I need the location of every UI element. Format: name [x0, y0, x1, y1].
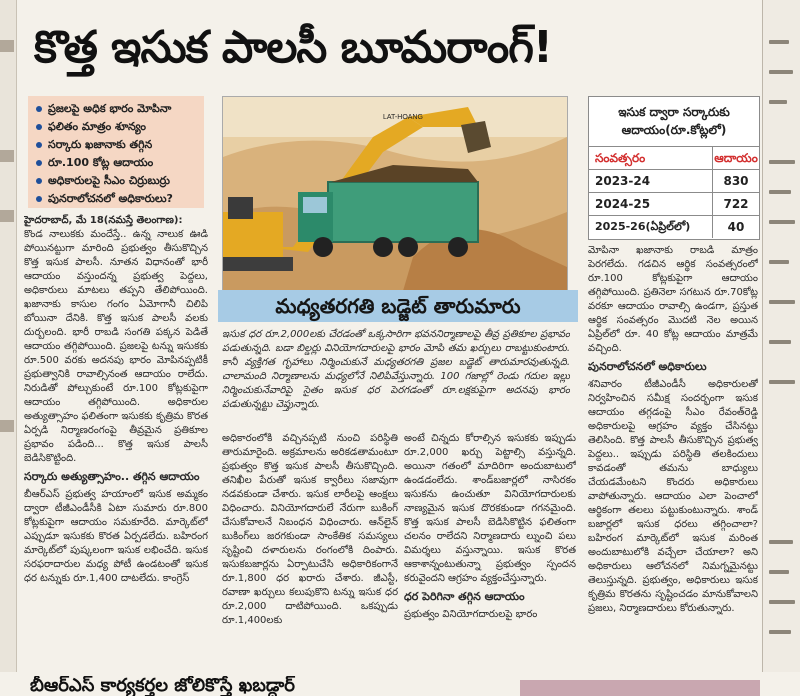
- table-row: [589, 216, 759, 238]
- adjacent-page-right-strip: [762, 0, 800, 696]
- article-column-3: [404, 432, 576, 670]
- article-paragraph: శనివారం టీజీఎండీసీ అధికారులతో నిర్వహించిన సమీక్ష సందర్భంగా ఇసుక ఆదాయం తగ్గడంపై సీఎం రేవంత్‌రెడ్డి అధికారులపై ఆగ్రహం వ్యక్తం చేసినట్టు తెలిసింది. కొత్త పాలసీ తీసుకొచ్చిన ప్రభుత్వ పెద్దలు.. ఇప్పుడు పరిస్థితి తలకిందులు కావడంతో తమను బాధ్యులు చేయడమేంటని కొందరు అధికారులు వాపోతున్నారు. ఆదాయం ఎలా పెంచాలో ఆర్థికంగా తలలు పట్టుకుంటున్నారు. శాండ్ బజార్లలో ఇసుక ధరలు తగ్గించాలా? బహిరంగ మార్కెట్‌లో ఇసుక మరింత అందుబాటులోకి వచ్చేలా చేయాలా? అని అధికారులు ఆలోచనలో నిమగ్నమైనట్టు తెలుస్తున్నది. ప్రభుత్వం, అధికారులు ఇసుక కృత్రిమ కొరతను సృష్టించడం మానుకోవాలని ప్రజలు, నిర్మాణదారులు కోరుతున్నారు.: [588, 379, 758, 614]
- article-paragraph: కొండ నాలుకకు మందేస్తే.. ఉన్న నాలుక ఊడి పోయినట్టుగా మారింది ప్రభుత్వం తీసుకొచ్చిన కొత్త ఇసుక పాలసీ. నూతన విధానంతో భారీ ఆదాయం వస్తుందన్న ప్రభుత్వ పెద్దలు, అధికారులు మాటలు తప్పని తేలిపోయింది. ఖజానాకు కాసుల గంగం ఏమోగానీ చిలిపి బోయినా దేనికి. కొత్త ఇసుక పాలసీ వలకు దుర్బలంది. భారీ రాబడి సంగతి పక్కన పెడితే ఆదాయం తగ్గిపోయింది. ప్రజలపై టన్ను ఇసుకకు రూ.500 వరకు అదనపు భారం మోపినప్పటికీ ప్రభుత్వానికి రావాల్సినంత ఆదాయం రాలేదు. నిరుడితో పోల్చుకుంటే రూ.100 కోట్లకుపైగా ఆదాయం తగ్గిపోయింది. అధికారుల అత్యుత్సాహం ఫలితంగా ఇసుకకు కృత్రిమ కొరత ఏర్పడి నిర్మాణరంగంపై తీవ్రమైన ప్రతికూల ప్రభావం పడింది... కొత్త ఇసుక పాలసీ బెడిసికొట్టింది.: [24, 229, 208, 464]
- section-heading: సర్కారు అత్యుత్సాహం.. తగ్గిన ఆదాయం: [24, 470, 200, 483]
- section-heading: పునరాలోచనలో అధికారులు: [588, 360, 707, 373]
- left-strip-fragment: [0, 420, 14, 432]
- excavator-truck-illustration: [223, 97, 567, 291]
- table-row: [589, 193, 759, 216]
- article-paragraph: ప్రభుత్వం వినియోగదారులపై భారం: [404, 609, 538, 620]
- left-strip-fragment: [0, 40, 14, 52]
- table-header-year: సంవత్సరం: [595, 151, 646, 165]
- revenue-table-title: [589, 97, 759, 147]
- table-cell-year: 2023-24: [595, 174, 651, 188]
- intro-paragraph: ఇసుక ధర రూ.2,000లకు చేరడంతో ఒక్కసారిగా భవననిర్మాణాలపై తీవ్ర ప్రతికూల ప్రభావం పడుతున్నది. బడా బిల్డర్లు వినియోగదారులపై భారం మోపి తమ ఖర్చులు రాబట్టుకుంటారు. కానీ వ్యక్తిగత గృహాలు నిర్మించుకునే మధ్యతరగతి ప్రజల బడ్జెట్ తారుమారవుతున్నది. చాలామంది నిర్మాణాలను మధ్యలోనే నిలిపివేస్తున్నారు. 100 గజాల్లో రెండు గదుల ఇల్లు నిర్మించుకునేవారిపై సైతం ఇసుక ధర పెరగడంతో రూ.లక్షకుపైగా అదనపు భారం పడుతున్నట్టు చెప్తున్నారు.: [222, 329, 570, 410]
- next-article-photo: [520, 680, 760, 696]
- article-paragraph: అంటే చిన్నదు కోరాల్సిన ఇసుకకు ఇప్పుడు రూ.2,000 ఖర్చు పెట్టాల్సి వస్తున్నది. అయినా గతంలో మాదిరిగా అందుబాటులో ఉండడంలేదు. శాండ్‌బజార్లలో నాసిరకం ఇసుకను ఉంచుతూ వినియోగదారులకు నాణ్యమైన ఇసుక దొరకకుండా గగనమైంది. కొత్త ఇసుక పాలసీ బెడిసికొట్టిన ఫలితంగా చలనం రాలేదని నిర్మాణదారు ల్నుంచి పలు విమర్శలు వస్తున్నాయి. ఇసుక కొరత ఆకాశాన్నంటుతున్నా ప్రభుత్వం స్పందన కరువైందని ఆగ్రహం వ్యక్తంచేస్తున్నారు.: [404, 433, 576, 584]
- dateline: హైదరాబాద్, మే 18(నమస్తే తెలంగాణ):: [24, 215, 183, 226]
- table-cell-income: 40: [712, 216, 759, 238]
- highlight-item: ప్రజలపై అధిక భారం మోపినా: [34, 100, 198, 118]
- article-column-1: [24, 214, 208, 670]
- table-title-line: ఇసుక ద్వారా సర్కారుకు: [618, 105, 730, 119]
- table-cell-year: 2024-25: [595, 197, 651, 211]
- intro-blurb: [222, 328, 570, 428]
- highlight-item: సర్కారు ఖజానాకు తగ్గిన: [34, 136, 198, 154]
- revenue-table: [588, 96, 760, 240]
- highlight-item: అధికారులపై సీఎం చిర్రుబుర్రు: [34, 172, 198, 190]
- headline: కొత్త ఇసుక పాలసీ బూమరాంగ్!: [34, 22, 552, 73]
- next-article-headline: బీఆర్ఎస్ కార్యకర్తల జోలికొస్తే ఖబడ్దార్: [30, 676, 295, 696]
- news-photo-excavator-truck: [222, 96, 568, 292]
- subheading: మధ్యతరగతి బడ్జెట్ తారుమారు: [218, 290, 578, 322]
- article-paragraph: అధికారంలోకి వచ్చినప్పటి నుంచి పరిస్థితి తారుమారైంది. అక్రమాలను అరికడతామంటూ ప్రభుత్వం కొత్త ఇసుక పాలసీ తీసుకొచ్చింది. తనిఖీల పేరుతో ఇసుక క్వారీలు సజావుగా నడవకుండా చేశారు. ఇసుక లారీలపై ఆంక్షలు విధించారు. వినియోగదారులే నేరుగా బుకింగ్ చేసుకోవాలనే నిబంధన విధించారు. ఆన్‌లైన్ బుకింగ్‌లు జరగకుండా సాంకేతిక సమస్యలు సృష్టించి దళారులను రంగంలోకి దింపారు. ఇసుకబజార్లను ఏర్పాటుచేసి అధికారికంగానే రూ.1,800 ధర ఖరారు చేశారు. జీఎస్టీ, రవాణా ఖర్చులు కలుపుకొని టన్ను ఇసుక ధర రూ.2,000 దాటిపోయింది. ఒకప్పుడు రూ.1,400లకు: [222, 433, 398, 626]
- excavator-brand-text: LAT-HOANG: [383, 114, 423, 121]
- article-column-4: [588, 244, 758, 670]
- table-cell-income: 830: [712, 170, 759, 192]
- table-title-line: ఆదాయం(రూ.కోట్లలో): [621, 123, 727, 137]
- left-strip-fragment: [0, 210, 14, 222]
- table-row: [589, 170, 759, 193]
- table-header-income: ఆదాయం: [712, 147, 759, 169]
- adjacent-page-left-strip: [0, 0, 17, 696]
- highlight-item: ఫలితం మాత్రం శూన్యం: [34, 118, 198, 136]
- highlight-item: రూ.100 కోట్ల ఆదాయం: [34, 154, 198, 172]
- section-heading: ధర పెరిగినా తగ్గిన ఆదాయం: [404, 590, 525, 603]
- article-paragraph: మోపినా ఖజానాకు రాబడి మాత్రం పెరగలేదు. గడచిన ఆర్థిక సంవత్సరంలో రూ.100 కోట్లకుపైగా ఆదాయం తగ్గిపోయింది. ప్రతినెలా సగటున రూ.70కోట్ల వరకూ ఆదాయం రావాల్సి ఉండగా, ప్రస్తుత ఆర్థిక సంవత్సరం మొదటి నెల అయిన ఏప్రిల్‌లో రూ. 40 కోట్ల ఆదాయం మాత్రమే వచ్చింది.: [588, 245, 758, 354]
- highlight-item: పునరాలోచనలో అధికారులు?: [34, 190, 198, 208]
- article-paragraph: బీఆర్ఎస్ ప్రభుత్వ హయాంలో ఇసుక అమ్మకం ద్వారా టీజీఎండీసీకి ఏటా సుమారు రూ.800 కోట్లకుపైగా ఆదాయం సమకూరేది. మార్కెట్‌లో ఎప్పుడూ ఇసుకకు కొరత ఏర్పడలేదు. బహిరంగ మార్కెట్‌లో పుష్కలంగా ఇసుక లభించేది. ఇసుక సరఫరాదారుల మధ్య పోటీ ఉండటంతో ఇసుక ధర టన్నుకు రూ.1,400 దాటలేదు. కాంగ్రెస్: [24, 489, 208, 584]
- table-header-row: [589, 147, 759, 170]
- highlights-box: [28, 96, 204, 208]
- table-cell-income: 722: [712, 193, 759, 215]
- left-strip-fragment: [0, 150, 14, 162]
- table-cell-year: 2025-26(ఏప్రిల్‌లో): [595, 220, 691, 233]
- article-column-2: [222, 432, 398, 670]
